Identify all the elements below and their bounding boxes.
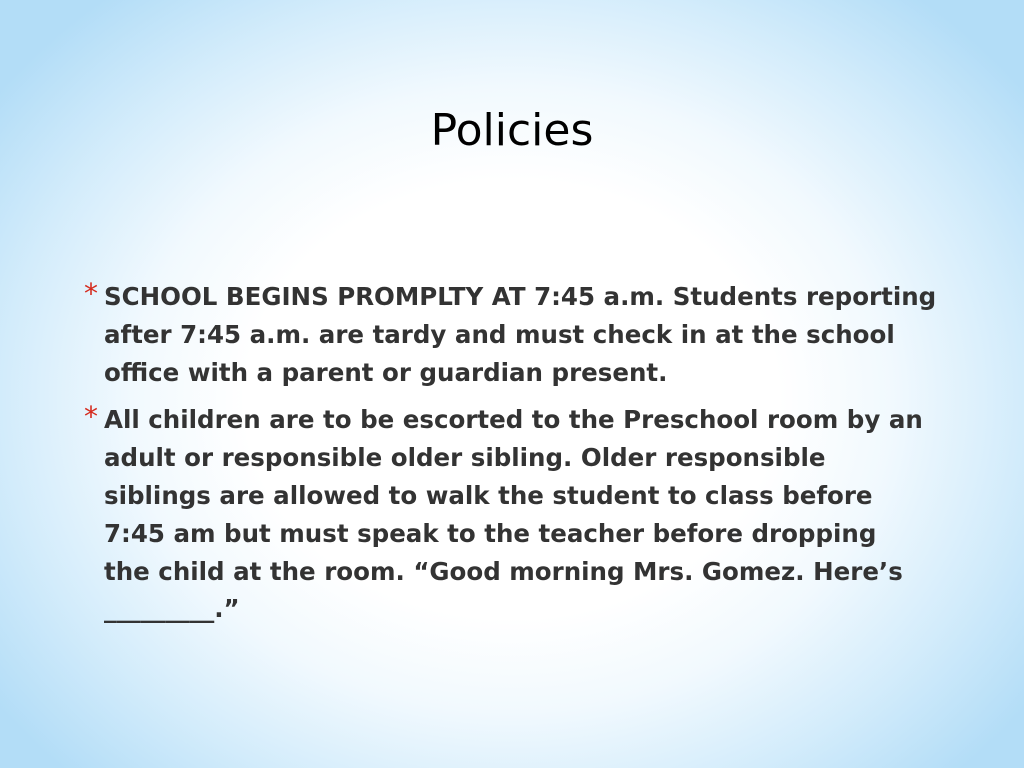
bullet-item <box>82 278 982 391</box>
bullet-text-line: office with a parent or guardian present. <box>104 357 668 387</box>
bullet-text-line: after 7:45 a.m. are tardy and must check in at the school <box>104 319 895 349</box>
bullet-item <box>82 401 982 628</box>
bullet-text-line: SCHOOL BEGINS PROMPLTY AT 7:45 a.m. Students reporting <box>104 282 937 311</box>
bullet-text-line: the child at the room. “Good morning Mrs. Gomez. Here’s <box>104 556 903 586</box>
bullet-text-line: _________.” <box>104 594 240 624</box>
bullet-text-line: All children are to be escorted to the Preschool room by an <box>104 405 923 435</box>
asterisk-bullet-icon: * <box>84 277 98 310</box>
bullet-text-line: adult or responsible older sibling. Older responsible <box>104 443 826 473</box>
bullet-text-line: siblings are allowed to walk the student to class before <box>104 480 873 510</box>
bullet-text-line: 7:45 am but must speak to the teacher before dropping <box>104 518 877 548</box>
bullet-list <box>82 278 982 638</box>
asterisk-bullet-icon: * <box>84 400 98 434</box>
slide-title: Policies <box>430 105 594 156</box>
